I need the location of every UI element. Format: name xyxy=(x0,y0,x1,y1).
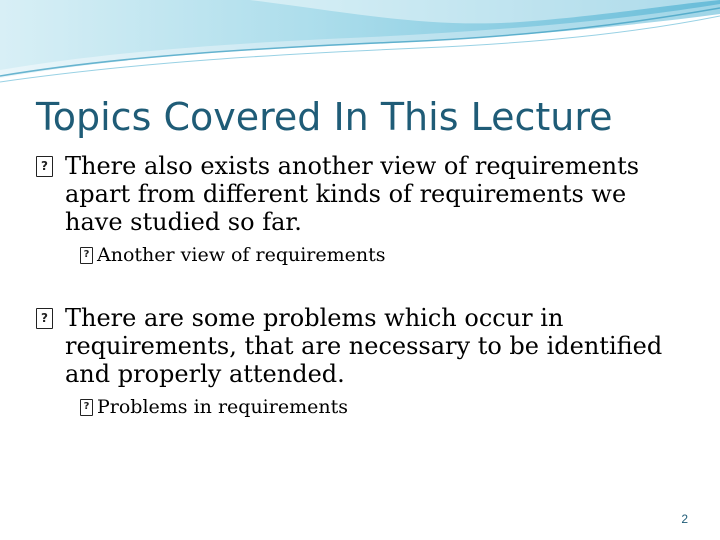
missing-glyph-box-icon xyxy=(36,156,53,177)
bullet-level2 xyxy=(80,242,676,268)
bullet-text: Problems in requirements xyxy=(97,396,348,418)
bullet-level2 xyxy=(80,394,676,420)
missing-glyph-box-icon xyxy=(80,247,93,264)
bullet-list xyxy=(36,152,676,420)
bullet-level1 xyxy=(36,152,676,236)
bullet-text: There also exists another view of requirements apart from different kinds of requirements we have studied so far. xyxy=(65,152,640,236)
header-wave-decoration xyxy=(0,0,720,90)
page-number: 2 xyxy=(681,512,688,526)
bullet-level1 xyxy=(36,304,676,388)
missing-glyph-box-icon xyxy=(80,399,93,416)
bullet-text: Another view of requirements xyxy=(97,244,386,266)
missing-glyph-box-icon xyxy=(36,308,53,329)
slide-title: Topics Covered In This Lecture xyxy=(36,95,613,139)
bullet-text: There are some problems which occur in requirements, that are necessary to be identified and properly attended. xyxy=(65,304,663,388)
